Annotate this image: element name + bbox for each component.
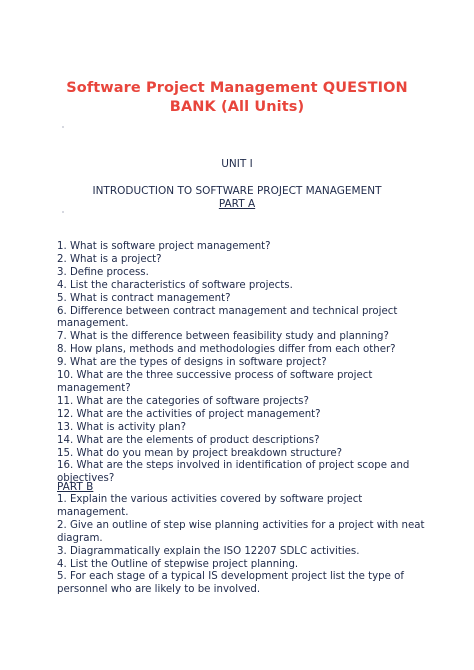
question-item: 4. List the Outline of stepwise project planning. [57,558,299,570]
question-item: 3. Diagrammatically explain the ISO 12207 SDLC activities. [57,545,360,557]
question-item: 5. For each stage of a typical IS development project list the type of personnel who are likely to be involved. [57,571,404,596]
question-item: 10. What are the three successive process of software project management? [57,370,373,394]
section-title: INTRODUCTION TO SOFTWARE PROJECT MANAGEMENT [92,185,382,197]
part-b-question-list [57,494,427,597]
unit-heading: UNIT I [221,158,253,170]
document-title [0,79,474,117]
question-item: 12. What are the activities of project management? [57,408,321,420]
document-title-line-2: BANK (All Units) [169,99,305,115]
decorative-dot [62,126,64,128]
question-item: 11. What are the categories of software projects? [57,395,309,407]
question-item: 3. Define process. [57,266,149,278]
question-item: 2. Give an outline of step wise planning activities for a project with neat diagram. [57,519,425,544]
question-item: 2. What is a project? [57,253,162,265]
question-item: 13. What is activity plan? [57,421,187,433]
question-item: 8. How plans, methods and methodologies differ from each other? [57,344,396,356]
question-item: 15. What do you mean by project breakdown structure? [57,447,343,459]
question-item: 5. What is contract management? [57,292,231,304]
part-a-question-list [57,241,427,486]
question-item: 9. What are the types of designs in software project? [57,357,327,369]
part-a-heading: PART A [218,198,256,210]
question-item: 14. What are the elements of product descriptions? [57,434,320,446]
decorative-dot [62,211,64,213]
question-item: 1. Explain the various activities covered by software project management. [57,494,363,518]
question-item: 7. What is the difference between feasibility study and planning? [57,331,389,343]
question-item: 4. List the characteristics of software projects. [57,279,293,291]
question-item: 1. What is software project management? [57,241,271,252]
document-title-line-1: Software Project Management QUESTION [66,80,408,96]
question-item: 6. Difference between contract management and technical project management. [57,305,398,330]
part-b-heading: PART B [57,481,94,493]
question-item: 16. What are the steps involved in identification of project scope and objectives? [57,460,410,485]
